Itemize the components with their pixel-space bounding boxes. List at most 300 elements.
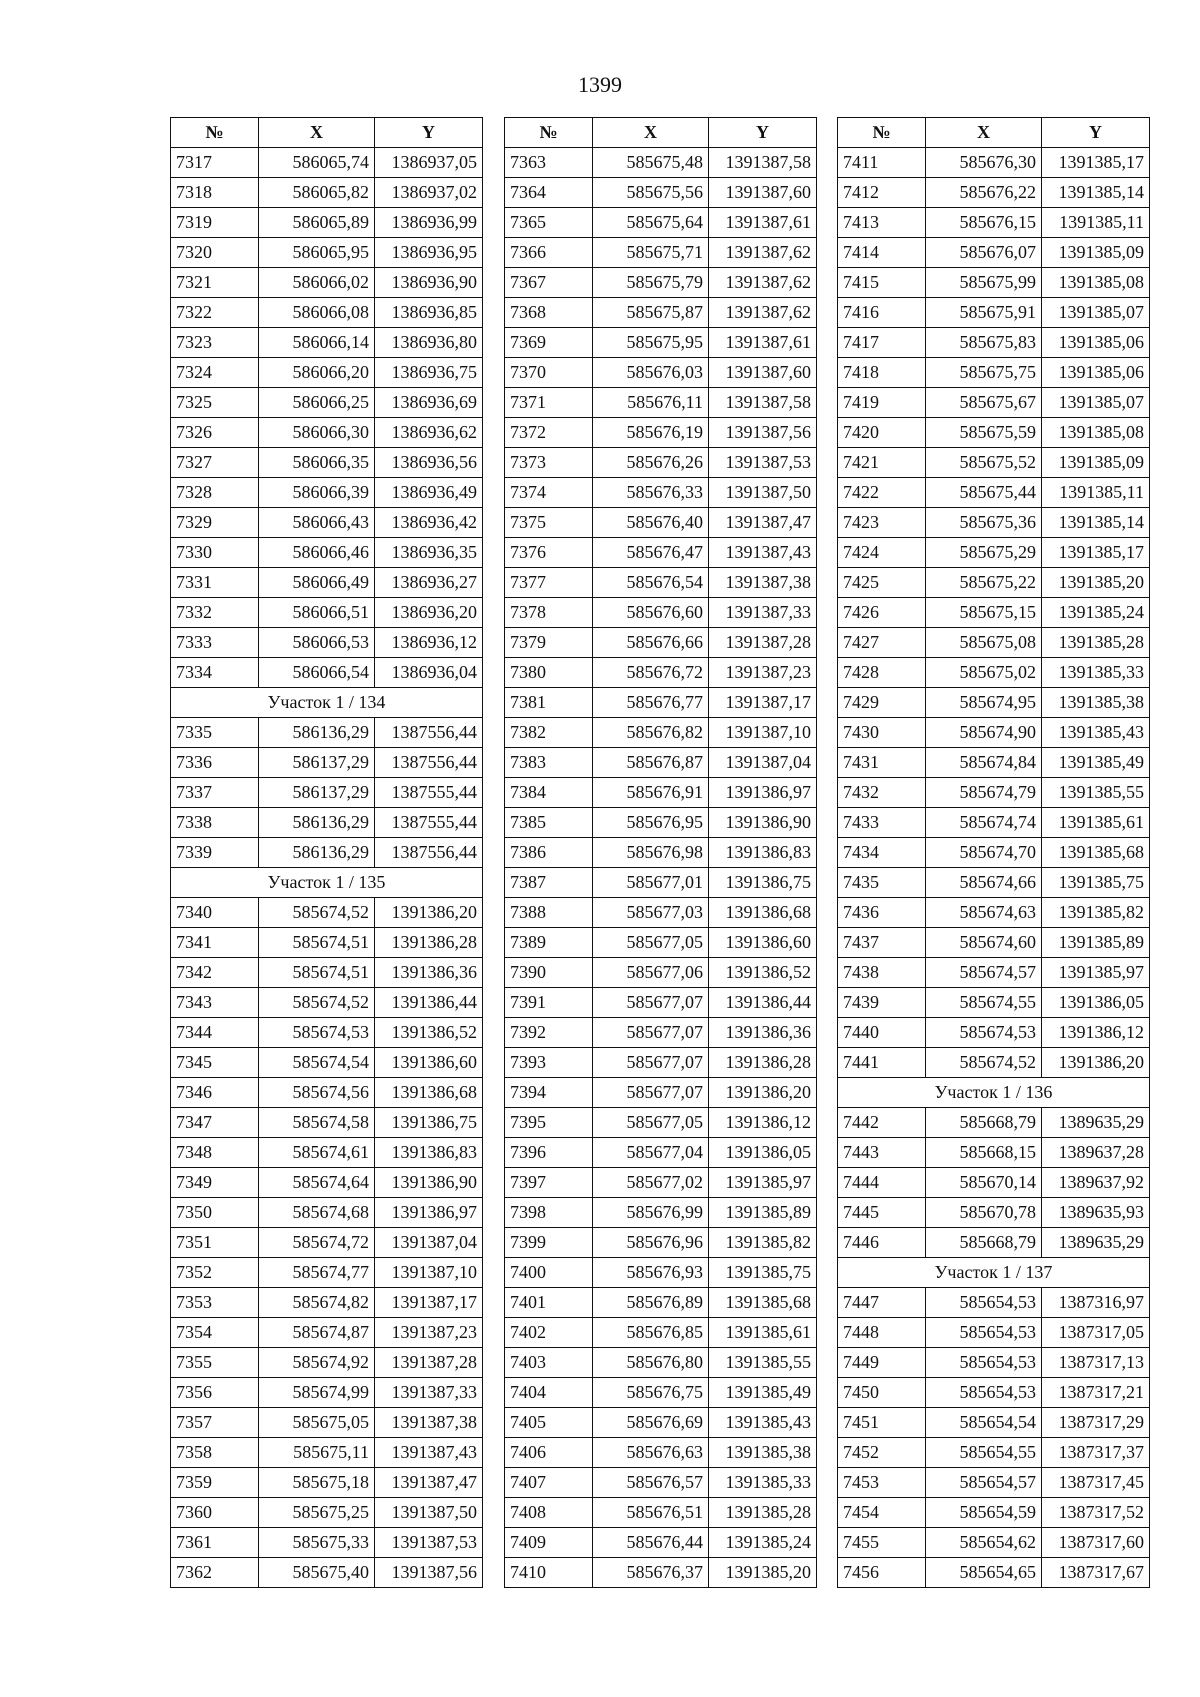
y-coordinate: 1391385,43 — [709, 1408, 817, 1438]
table-row — [171, 568, 483, 598]
x-coordinate: 585675,83 — [926, 328, 1042, 358]
point-number: 7365 — [505, 208, 593, 238]
y-coordinate: 1391386,97 — [709, 778, 817, 808]
point-number: 7431 — [838, 748, 926, 778]
y-coordinate: 1386936,42 — [375, 508, 483, 538]
y-coordinate: 1386936,62 — [375, 418, 483, 448]
point-number: 7414 — [838, 238, 926, 268]
y-coordinate: 1391387,17 — [375, 1288, 483, 1318]
table-row — [171, 1108, 483, 1138]
y-coordinate: 1386936,80 — [375, 328, 483, 358]
x-coordinate: 585654,53 — [926, 1348, 1042, 1378]
point-number: 7351 — [171, 1228, 259, 1258]
x-coordinate: 586137,29 — [259, 778, 375, 808]
y-coordinate: 1387556,44 — [375, 748, 483, 778]
point-number: 7361 — [171, 1528, 259, 1558]
y-coordinate: 1391387,04 — [375, 1228, 483, 1258]
section-row — [838, 1258, 1150, 1288]
table-row — [838, 808, 1150, 838]
point-number: 7410 — [505, 1558, 593, 1588]
table-row — [838, 898, 1150, 928]
y-coordinate: 1391387,53 — [375, 1528, 483, 1558]
table-row — [171, 988, 483, 1018]
x-coordinate: 586066,02 — [259, 268, 375, 298]
point-number: 7451 — [838, 1408, 926, 1438]
y-coordinate: 1391385,82 — [1042, 898, 1150, 928]
table-row — [838, 688, 1150, 718]
x-coordinate: 585677,07 — [593, 988, 709, 1018]
table-row — [838, 478, 1150, 508]
table-row — [838, 598, 1150, 628]
x-coordinate: 585675,29 — [926, 538, 1042, 568]
x-coordinate: 585676,15 — [926, 208, 1042, 238]
point-number: 7406 — [505, 1438, 593, 1468]
y-coordinate: 1391386,44 — [375, 988, 483, 1018]
table-row — [171, 1468, 483, 1498]
point-number: 7397 — [505, 1168, 593, 1198]
point-number: 7449 — [838, 1348, 926, 1378]
header-num: № — [838, 118, 926, 148]
y-coordinate: 1391386,90 — [709, 808, 817, 838]
point-number: 7434 — [838, 838, 926, 868]
x-coordinate: 585677,02 — [593, 1168, 709, 1198]
y-coordinate: 1391387,58 — [709, 388, 817, 418]
table-row — [505, 388, 817, 418]
table-row — [505, 1558, 817, 1588]
y-coordinate: 1391386,60 — [709, 928, 817, 958]
y-coordinate: 1391385,49 — [709, 1378, 817, 1408]
point-number: 7388 — [505, 898, 593, 928]
x-coordinate: 585676,89 — [593, 1288, 709, 1318]
table-row — [171, 778, 483, 808]
x-coordinate: 585676,63 — [593, 1438, 709, 1468]
x-coordinate: 585676,82 — [593, 718, 709, 748]
table-row — [171, 478, 483, 508]
table-row — [838, 1168, 1150, 1198]
x-coordinate: 585676,40 — [593, 508, 709, 538]
y-coordinate: 1391385,82 — [709, 1228, 817, 1258]
y-coordinate: 1391385,17 — [1042, 538, 1150, 568]
point-number: 7358 — [171, 1438, 259, 1468]
y-coordinate: 1386936,99 — [375, 208, 483, 238]
point-number: 7396 — [505, 1138, 593, 1168]
point-number: 7432 — [838, 778, 926, 808]
y-coordinate: 1391385,55 — [709, 1348, 817, 1378]
y-coordinate: 1386936,90 — [375, 268, 483, 298]
y-coordinate: 1391385,38 — [1042, 688, 1150, 718]
table-row — [838, 328, 1150, 358]
point-number: 7441 — [838, 1048, 926, 1078]
point-number: 7444 — [838, 1168, 926, 1198]
x-coordinate: 585676,19 — [593, 418, 709, 448]
x-coordinate: 585674,53 — [259, 1018, 375, 1048]
x-coordinate: 585674,54 — [259, 1048, 375, 1078]
x-coordinate: 585675,64 — [593, 208, 709, 238]
table-row — [838, 628, 1150, 658]
point-number: 7427 — [838, 628, 926, 658]
y-coordinate: 1391387,56 — [375, 1558, 483, 1588]
y-coordinate: 1387317,67 — [1042, 1558, 1150, 1588]
y-coordinate: 1386936,75 — [375, 358, 483, 388]
table-row — [838, 748, 1150, 778]
point-number: 7404 — [505, 1378, 593, 1408]
table-row — [171, 1258, 483, 1288]
x-coordinate: 585676,22 — [926, 178, 1042, 208]
x-coordinate: 585668,79 — [926, 1108, 1042, 1138]
point-number: 7429 — [838, 688, 926, 718]
table-row — [171, 1408, 483, 1438]
point-number: 7386 — [505, 838, 593, 868]
x-coordinate: 585674,60 — [926, 928, 1042, 958]
x-coordinate: 585674,61 — [259, 1138, 375, 1168]
table-header-row — [838, 118, 1150, 148]
table-row — [171, 1198, 483, 1228]
table-row — [838, 1138, 1150, 1168]
table-row — [505, 1318, 817, 1348]
point-number: 7322 — [171, 298, 259, 328]
point-number: 7357 — [171, 1408, 259, 1438]
x-coordinate: 585674,92 — [259, 1348, 375, 1378]
x-coordinate: 585676,33 — [593, 478, 709, 508]
x-coordinate: 585676,95 — [593, 808, 709, 838]
point-number: 7334 — [171, 658, 259, 688]
table-row — [505, 988, 817, 1018]
point-number: 7393 — [505, 1048, 593, 1078]
point-number: 7400 — [505, 1258, 593, 1288]
point-number: 7378 — [505, 598, 593, 628]
table-row — [171, 208, 483, 238]
table-row — [505, 1138, 817, 1168]
table-row — [838, 388, 1150, 418]
table-row — [505, 868, 817, 898]
y-coordinate: 1386936,69 — [375, 388, 483, 418]
point-number: 7439 — [838, 988, 926, 1018]
x-coordinate: 585676,03 — [593, 358, 709, 388]
x-coordinate: 585677,07 — [593, 1048, 709, 1078]
y-coordinate: 1391386,12 — [709, 1108, 817, 1138]
point-number: 7327 — [171, 448, 259, 478]
y-coordinate: 1391386,97 — [375, 1198, 483, 1228]
y-coordinate: 1391385,06 — [1042, 358, 1150, 388]
y-coordinate: 1391387,38 — [709, 568, 817, 598]
x-coordinate: 586066,53 — [259, 628, 375, 658]
y-coordinate: 1387317,29 — [1042, 1408, 1150, 1438]
x-coordinate: 586066,54 — [259, 658, 375, 688]
x-coordinate: 585674,68 — [259, 1198, 375, 1228]
x-coordinate: 585654,53 — [926, 1378, 1042, 1408]
table-row — [505, 478, 817, 508]
x-coordinate: 586066,39 — [259, 478, 375, 508]
table-row — [505, 448, 817, 478]
point-number: 7446 — [838, 1228, 926, 1258]
x-coordinate: 585676,87 — [593, 748, 709, 778]
point-number: 7415 — [838, 268, 926, 298]
table-row — [838, 298, 1150, 328]
table-row — [838, 1378, 1150, 1408]
point-number: 7318 — [171, 178, 259, 208]
y-coordinate: 1391385,75 — [1042, 868, 1150, 898]
table-row — [505, 1018, 817, 1048]
point-number: 7419 — [838, 388, 926, 418]
table-row — [505, 1078, 817, 1108]
table-row — [171, 748, 483, 778]
table-row — [838, 868, 1150, 898]
point-number: 7374 — [505, 478, 593, 508]
point-number: 7326 — [171, 418, 259, 448]
y-coordinate: 1391387,60 — [709, 358, 817, 388]
point-number: 7364 — [505, 178, 593, 208]
x-coordinate: 586065,89 — [259, 208, 375, 238]
y-coordinate: 1391387,04 — [709, 748, 817, 778]
table-row — [838, 268, 1150, 298]
point-number: 7367 — [505, 268, 593, 298]
y-coordinate: 1387555,44 — [375, 808, 483, 838]
x-coordinate: 585676,93 — [593, 1258, 709, 1288]
y-coordinate: 1386936,04 — [375, 658, 483, 688]
y-coordinate: 1386937,02 — [375, 178, 483, 208]
y-coordinate: 1391386,60 — [375, 1048, 483, 1078]
table-row — [505, 748, 817, 778]
y-coordinate: 1391386,52 — [375, 1018, 483, 1048]
header-y: Y — [375, 118, 483, 148]
table-row — [171, 1528, 483, 1558]
table-row — [838, 1528, 1150, 1558]
point-number: 7329 — [171, 508, 259, 538]
y-coordinate: 1387317,52 — [1042, 1498, 1150, 1528]
x-coordinate: 585674,95 — [926, 688, 1042, 718]
point-number: 7413 — [838, 208, 926, 238]
y-coordinate: 1391387,43 — [709, 538, 817, 568]
x-coordinate: 585670,14 — [926, 1168, 1042, 1198]
y-coordinate: 1386936,35 — [375, 538, 483, 568]
table-row — [171, 838, 483, 868]
point-number: 7337 — [171, 778, 259, 808]
table-row — [171, 1018, 483, 1048]
point-number: 7356 — [171, 1378, 259, 1408]
table-row — [505, 778, 817, 808]
table-row — [838, 238, 1150, 268]
table-row — [505, 1498, 817, 1528]
x-coordinate: 586066,46 — [259, 538, 375, 568]
y-coordinate: 1391385,11 — [1042, 208, 1150, 238]
point-number: 7436 — [838, 898, 926, 928]
y-coordinate: 1391387,60 — [709, 178, 817, 208]
table-row — [505, 358, 817, 388]
y-coordinate: 1391385,24 — [709, 1528, 817, 1558]
y-coordinate: 1391385,61 — [709, 1318, 817, 1348]
x-coordinate: 585675,56 — [593, 178, 709, 208]
table-row — [505, 718, 817, 748]
x-coordinate: 585676,54 — [593, 568, 709, 598]
x-coordinate: 586066,30 — [259, 418, 375, 448]
x-coordinate: 586066,25 — [259, 388, 375, 418]
table-row — [838, 538, 1150, 568]
point-number: 7342 — [171, 958, 259, 988]
coordinate-table-2 — [504, 117, 817, 1588]
x-coordinate: 586065,82 — [259, 178, 375, 208]
table-row — [505, 298, 817, 328]
table-row — [171, 508, 483, 538]
x-coordinate: 585675,05 — [259, 1408, 375, 1438]
point-number: 7324 — [171, 358, 259, 388]
table-row — [171, 1348, 483, 1378]
point-number: 7376 — [505, 538, 593, 568]
y-coordinate: 1391387,38 — [375, 1408, 483, 1438]
point-number: 7335 — [171, 718, 259, 748]
x-coordinate: 585654,59 — [926, 1498, 1042, 1528]
table-row — [838, 838, 1150, 868]
y-coordinate: 1386936,20 — [375, 598, 483, 628]
point-number: 7343 — [171, 988, 259, 1018]
y-coordinate: 1389637,28 — [1042, 1138, 1150, 1168]
x-coordinate: 585675,08 — [926, 628, 1042, 658]
y-coordinate: 1391385,14 — [1042, 508, 1150, 538]
y-coordinate: 1391385,28 — [709, 1498, 817, 1528]
table-row — [171, 1318, 483, 1348]
point-number: 7380 — [505, 658, 593, 688]
point-number: 7375 — [505, 508, 593, 538]
table-row — [171, 1438, 483, 1468]
table-row — [505, 1048, 817, 1078]
y-coordinate: 1391387,61 — [709, 208, 817, 238]
point-number: 7435 — [838, 868, 926, 898]
y-coordinate: 1386936,56 — [375, 448, 483, 478]
x-coordinate: 586137,29 — [259, 748, 375, 778]
x-coordinate: 585675,52 — [926, 448, 1042, 478]
point-number: 7379 — [505, 628, 593, 658]
y-coordinate: 1391387,61 — [709, 328, 817, 358]
y-coordinate: 1389635,29 — [1042, 1108, 1150, 1138]
y-coordinate: 1391387,33 — [709, 598, 817, 628]
point-number: 7407 — [505, 1468, 593, 1498]
table-row — [171, 1048, 483, 1078]
table-row — [505, 538, 817, 568]
table-row — [171, 178, 483, 208]
y-coordinate: 1387317,21 — [1042, 1378, 1150, 1408]
x-coordinate: 585674,84 — [926, 748, 1042, 778]
table-row — [505, 1408, 817, 1438]
y-coordinate: 1391387,10 — [375, 1258, 483, 1288]
y-coordinate: 1391385,55 — [1042, 778, 1150, 808]
y-coordinate: 1387317,45 — [1042, 1468, 1150, 1498]
x-coordinate: 585675,33 — [259, 1528, 375, 1558]
point-number: 7416 — [838, 298, 926, 328]
y-coordinate: 1391385,08 — [1042, 418, 1150, 448]
y-coordinate: 1387556,44 — [375, 718, 483, 748]
x-coordinate: 585675,87 — [593, 298, 709, 328]
y-coordinate: 1391385,24 — [1042, 598, 1150, 628]
table-row — [505, 328, 817, 358]
point-number: 7392 — [505, 1018, 593, 1048]
x-coordinate: 586136,29 — [259, 838, 375, 868]
y-coordinate: 1391386,90 — [375, 1168, 483, 1198]
point-number: 7445 — [838, 1198, 926, 1228]
y-coordinate: 1387317,05 — [1042, 1318, 1150, 1348]
y-coordinate: 1391385,97 — [1042, 958, 1150, 988]
y-coordinate: 1391387,62 — [709, 268, 817, 298]
point-number: 7331 — [171, 568, 259, 598]
x-coordinate: 586066,49 — [259, 568, 375, 598]
point-number: 7328 — [171, 478, 259, 508]
y-coordinate: 1391386,36 — [709, 1018, 817, 1048]
x-coordinate: 585674,77 — [259, 1258, 375, 1288]
point-number: 7362 — [171, 1558, 259, 1588]
point-number: 7345 — [171, 1048, 259, 1078]
table-row — [171, 448, 483, 478]
y-coordinate: 1391387,17 — [709, 688, 817, 718]
x-coordinate: 585674,90 — [926, 718, 1042, 748]
point-number: 7381 — [505, 688, 593, 718]
point-number: 7418 — [838, 358, 926, 388]
y-coordinate: 1391385,07 — [1042, 388, 1150, 418]
table-row — [171, 1138, 483, 1168]
point-number: 7456 — [838, 1558, 926, 1588]
y-coordinate: 1389637,92 — [1042, 1168, 1150, 1198]
point-number: 7338 — [171, 808, 259, 838]
y-coordinate: 1391386,20 — [1042, 1048, 1150, 1078]
y-coordinate: 1391387,50 — [709, 478, 817, 508]
x-coordinate: 586136,29 — [259, 718, 375, 748]
x-coordinate: 585677,06 — [593, 958, 709, 988]
y-coordinate: 1391386,44 — [709, 988, 817, 1018]
y-coordinate: 1391385,28 — [1042, 628, 1150, 658]
table-row — [838, 178, 1150, 208]
point-number: 7390 — [505, 958, 593, 988]
table-row — [838, 1018, 1150, 1048]
point-number: 7442 — [838, 1108, 926, 1138]
table-row — [505, 928, 817, 958]
y-coordinate: 1391386,28 — [375, 928, 483, 958]
point-number: 7344 — [171, 1018, 259, 1048]
y-coordinate: 1391386,05 — [1042, 988, 1150, 1018]
x-coordinate: 585677,07 — [593, 1018, 709, 1048]
y-coordinate: 1391387,62 — [709, 298, 817, 328]
y-coordinate: 1391385,14 — [1042, 178, 1150, 208]
x-coordinate: 585675,59 — [926, 418, 1042, 448]
point-number: 7408 — [505, 1498, 593, 1528]
table-row — [838, 1468, 1150, 1498]
table-row — [505, 1348, 817, 1378]
table-row — [505, 1168, 817, 1198]
y-coordinate: 1391385,20 — [1042, 568, 1150, 598]
x-coordinate: 585674,70 — [926, 838, 1042, 868]
point-number: 7440 — [838, 1018, 926, 1048]
table-row — [505, 838, 817, 868]
table-row — [171, 298, 483, 328]
y-coordinate: 1391385,97 — [709, 1168, 817, 1198]
x-coordinate: 585675,25 — [259, 1498, 375, 1528]
point-number: 7353 — [171, 1288, 259, 1318]
x-coordinate: 585654,57 — [926, 1468, 1042, 1498]
table-row — [171, 658, 483, 688]
y-coordinate: 1391387,43 — [375, 1438, 483, 1468]
point-number: 7340 — [171, 898, 259, 928]
y-coordinate: 1386937,05 — [375, 148, 483, 178]
header-num: № — [171, 118, 259, 148]
table-row — [505, 1438, 817, 1468]
x-coordinate: 585676,72 — [593, 658, 709, 688]
x-coordinate: 585676,99 — [593, 1198, 709, 1228]
section-label: Участок 1 / 135 — [171, 868, 483, 898]
point-number: 7443 — [838, 1138, 926, 1168]
y-coordinate: 1391387,23 — [375, 1318, 483, 1348]
table-row — [171, 148, 483, 178]
table-row — [838, 1348, 1150, 1378]
point-number: 7354 — [171, 1318, 259, 1348]
point-number: 7411 — [838, 148, 926, 178]
table-header-row — [171, 118, 483, 148]
x-coordinate: 585654,65 — [926, 1558, 1042, 1588]
